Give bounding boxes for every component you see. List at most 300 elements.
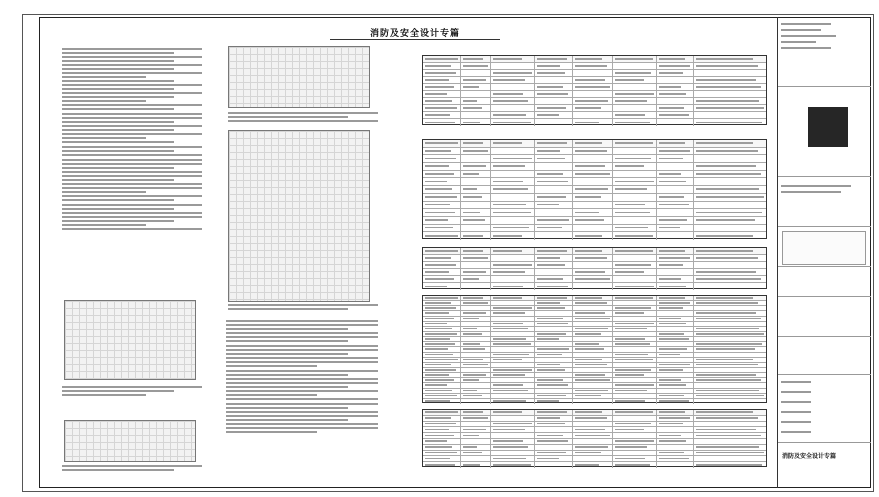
table-cell	[694, 347, 766, 351]
table-cell	[461, 416, 491, 421]
table-cell	[613, 63, 657, 69]
table-cell	[535, 347, 573, 351]
table-cell	[535, 202, 573, 209]
table-cell	[613, 56, 657, 62]
table-cell	[613, 119, 657, 126]
table-cell	[461, 276, 491, 282]
table-cell	[694, 389, 766, 393]
table-cell	[613, 306, 657, 310]
table-cell	[573, 301, 613, 305]
table-cell	[573, 105, 613, 111]
drawing-title: 消防及安全设计专篇	[782, 453, 837, 460]
table-cell	[573, 389, 613, 393]
table-cell	[657, 63, 695, 69]
table-cell	[694, 194, 766, 201]
table-cell	[423, 232, 461, 240]
table-cell	[535, 456, 573, 461]
table-cell	[461, 84, 491, 90]
table-cell	[461, 269, 491, 275]
table-cell	[657, 77, 695, 83]
table-cell	[573, 451, 613, 456]
table-cell	[573, 248, 613, 254]
table-cell	[423, 269, 461, 275]
table-cell	[461, 262, 491, 268]
table-cell	[461, 209, 491, 216]
table-cell	[657, 358, 695, 362]
left-notes-below-plan-2	[62, 463, 202, 473]
table-cell	[694, 140, 766, 147]
table-cell	[657, 433, 695, 438]
table-cell	[491, 209, 536, 216]
table-cell	[423, 70, 461, 76]
table-cell	[491, 306, 536, 310]
notes-block-2	[62, 113, 202, 143]
table-cell	[423, 439, 461, 444]
table-cell	[613, 232, 657, 240]
signature-grid	[778, 375, 871, 443]
table-cell	[461, 368, 491, 372]
table-cell	[694, 56, 766, 62]
table-cell	[535, 337, 573, 341]
table-cell	[461, 202, 491, 209]
table-cell	[657, 456, 695, 461]
client-row	[778, 267, 871, 297]
table-cell	[694, 427, 766, 432]
table-row	[423, 148, 766, 156]
table-cell	[657, 225, 695, 232]
table-cell	[491, 301, 536, 305]
table-cell	[694, 232, 766, 240]
table-cell	[613, 353, 657, 357]
table-cell	[461, 332, 491, 336]
table-cell	[423, 445, 461, 450]
table-cell	[535, 194, 573, 201]
sheet-title: 消防及安全设计专篇	[369, 29, 460, 39]
table-cell	[573, 70, 613, 76]
table-row	[423, 105, 766, 112]
table-cell	[613, 262, 657, 268]
table-cell	[535, 462, 573, 468]
table-row	[423, 63, 766, 70]
table-cell	[461, 63, 491, 69]
table-cell	[657, 70, 695, 76]
table-cell	[423, 163, 461, 170]
table-cell	[694, 445, 766, 450]
table-cell	[535, 451, 573, 456]
table-cell	[423, 363, 461, 367]
table-cell	[694, 363, 766, 367]
table-cell	[423, 225, 461, 232]
table-cell	[423, 148, 461, 155]
table-cell	[573, 186, 613, 193]
table-row	[423, 178, 766, 186]
table-cell	[491, 163, 536, 170]
table-cell	[657, 394, 695, 398]
table-cell	[491, 202, 536, 209]
table-cell	[491, 422, 536, 427]
table-cell	[491, 248, 536, 254]
table-cell	[613, 462, 657, 468]
table-cell	[573, 91, 613, 97]
table-cell	[461, 394, 491, 398]
table-row	[423, 255, 766, 262]
table-cell	[657, 445, 695, 450]
table-cell	[423, 337, 461, 341]
table-cell	[573, 155, 613, 162]
table-cell	[461, 163, 491, 170]
table-cell	[694, 276, 766, 282]
table-cell	[535, 163, 573, 170]
table-cell	[461, 178, 491, 185]
table-cell	[535, 378, 573, 382]
table-header-row	[423, 140, 766, 148]
table-cell	[535, 368, 573, 372]
table-cell	[694, 353, 766, 357]
table-cell	[423, 332, 461, 336]
table-cell	[573, 217, 613, 224]
left-notes-column	[62, 46, 202, 232]
table-cell	[694, 91, 766, 97]
table-cell	[535, 363, 573, 367]
table-cell	[573, 171, 613, 178]
table-cell	[491, 91, 536, 97]
table-cell	[461, 77, 491, 83]
table-cell	[535, 433, 573, 438]
table-cell	[657, 262, 695, 268]
table-cell	[423, 77, 461, 83]
table-cell	[491, 119, 536, 126]
table-cell	[573, 337, 613, 341]
table-cell	[657, 202, 695, 209]
table-cell	[491, 178, 536, 185]
table-row	[423, 155, 766, 163]
table-cell	[491, 389, 536, 393]
table-cell	[573, 322, 613, 326]
table-cell	[535, 63, 573, 69]
table-cell	[491, 269, 536, 275]
table-cell	[613, 112, 657, 118]
table-cell	[657, 422, 695, 427]
table-cell	[423, 368, 461, 372]
table-cell	[657, 410, 695, 415]
table-cell	[535, 98, 573, 104]
table-cell	[535, 422, 573, 427]
table-cell	[613, 394, 657, 398]
table-cell	[657, 353, 695, 357]
table-cell	[461, 363, 491, 367]
table-cell	[613, 317, 657, 321]
table-cell	[694, 171, 766, 178]
table-cell	[461, 232, 491, 240]
table-row	[423, 163, 766, 171]
table-cell	[613, 217, 657, 224]
table-cell	[423, 327, 461, 331]
table-cell	[535, 70, 573, 76]
table-row	[423, 262, 766, 269]
table-cell	[613, 439, 657, 444]
table-cell	[491, 363, 536, 367]
table-cell	[535, 427, 573, 432]
table-cell	[535, 119, 573, 126]
floor-plan-2	[64, 420, 196, 462]
table-row	[423, 232, 766, 240]
table-cell	[573, 63, 613, 69]
table-row	[423, 70, 766, 77]
table-cell	[461, 311, 491, 315]
table-cell	[573, 363, 613, 367]
table-cell	[613, 332, 657, 336]
table-cell	[535, 358, 573, 362]
table-cell	[423, 178, 461, 185]
table-cell	[657, 368, 695, 372]
table-cell	[613, 105, 657, 111]
table-cell	[694, 462, 766, 468]
table-cell	[423, 140, 461, 147]
notes-block-4	[62, 159, 202, 201]
table-cell	[613, 194, 657, 201]
table-row	[423, 462, 766, 468]
table-cell	[423, 217, 461, 224]
table-cell	[694, 439, 766, 444]
schedule-table-2	[422, 133, 767, 239]
table-cell	[535, 296, 573, 300]
table-cell	[694, 368, 766, 372]
table-cell	[573, 422, 613, 427]
table-cell	[461, 194, 491, 201]
table-cell	[613, 225, 657, 232]
table-cell	[613, 456, 657, 461]
table-cell	[535, 373, 573, 377]
table-cell	[613, 322, 657, 326]
table-cell	[694, 373, 766, 377]
table-cell	[423, 353, 461, 357]
table-cell	[535, 77, 573, 83]
table-cell	[694, 383, 766, 387]
table-cell	[461, 255, 491, 261]
table-cell	[657, 342, 695, 346]
table-cell	[491, 276, 536, 282]
schedule-table-5	[422, 403, 767, 467]
table-cell	[657, 306, 695, 310]
table-cell	[573, 202, 613, 209]
table-cell	[573, 232, 613, 240]
table-cell	[535, 306, 573, 310]
table-cell	[423, 194, 461, 201]
table-cell	[423, 84, 461, 90]
table-cell	[573, 342, 613, 346]
table-cell	[461, 439, 491, 444]
table-cell	[491, 445, 536, 450]
table-cell	[657, 148, 695, 155]
table-cell	[461, 105, 491, 111]
table-cell	[573, 148, 613, 155]
table-cell	[461, 140, 491, 147]
table-cell	[491, 353, 536, 357]
table-cell	[613, 445, 657, 450]
table-cell	[613, 373, 657, 377]
table-cell	[491, 262, 536, 268]
table-cell	[461, 410, 491, 415]
table-row	[423, 171, 766, 179]
table-cell	[535, 332, 573, 336]
schedule-table-1	[422, 49, 767, 125]
table-cell	[613, 433, 657, 438]
table-row	[423, 84, 766, 91]
table-cell	[573, 140, 613, 147]
table-cell	[461, 353, 491, 357]
table-cell	[461, 296, 491, 300]
table-cell	[423, 422, 461, 427]
table-cell	[461, 217, 491, 224]
table-cell	[535, 155, 573, 162]
table-cell	[461, 186, 491, 193]
table-cell	[491, 70, 536, 76]
table-cell	[423, 262, 461, 268]
table-row	[423, 186, 766, 194]
table-cell	[613, 70, 657, 76]
table-cell	[613, 209, 657, 216]
table-cell	[613, 311, 657, 315]
table-cell	[491, 112, 536, 118]
table-cell	[423, 119, 461, 126]
table-cell	[657, 112, 695, 118]
table-cell	[461, 389, 491, 393]
table-cell	[535, 248, 573, 254]
table-cell	[491, 140, 536, 147]
table-cell	[694, 217, 766, 224]
table-cell	[573, 394, 613, 398]
table-cell	[423, 342, 461, 346]
table-cell	[461, 91, 491, 97]
table-cell	[423, 91, 461, 97]
table-cell	[613, 248, 657, 254]
table-cell	[613, 422, 657, 427]
table-cell	[535, 225, 573, 232]
table-cell	[491, 317, 536, 321]
table-cell	[657, 363, 695, 367]
project-row	[778, 337, 871, 375]
table-cell	[535, 342, 573, 346]
table-cell	[491, 439, 536, 444]
table-cell	[491, 105, 536, 111]
table-cell	[573, 456, 613, 461]
table-cell	[461, 347, 491, 351]
table-cell	[573, 77, 613, 83]
table-cell	[613, 77, 657, 83]
table-cell	[694, 301, 766, 305]
table-cell	[423, 306, 461, 310]
revision-area	[778, 17, 871, 87]
table-cell	[423, 63, 461, 69]
table-row	[423, 91, 766, 98]
table-cell	[423, 410, 461, 415]
table-cell	[613, 98, 657, 104]
table-cell	[657, 301, 695, 305]
schedule-table-4	[422, 289, 767, 403]
table-row	[423, 77, 766, 84]
table-cell	[535, 311, 573, 315]
table-cell	[694, 332, 766, 336]
table-cell	[491, 217, 536, 224]
table-cell	[694, 186, 766, 193]
table-cell	[535, 394, 573, 398]
table-cell	[573, 462, 613, 468]
middle-notes-1	[228, 110, 378, 124]
table-cell	[573, 276, 613, 282]
table-cell	[613, 255, 657, 261]
table-cell	[694, 306, 766, 310]
table-cell	[423, 301, 461, 305]
table-cell	[423, 311, 461, 315]
table-cell	[535, 410, 573, 415]
table-cell	[694, 148, 766, 155]
middle-notes-2	[228, 302, 378, 312]
table-cell	[535, 445, 573, 450]
title-underline	[330, 39, 500, 40]
table-cell	[573, 311, 613, 315]
table-cell	[461, 433, 491, 438]
table-cell	[535, 105, 573, 111]
table-cell	[694, 248, 766, 254]
table-cell	[491, 186, 536, 193]
table-cell	[491, 296, 536, 300]
table-cell	[423, 155, 461, 162]
table-cell	[491, 232, 536, 240]
table-cell	[491, 427, 536, 432]
table-cell	[535, 276, 573, 282]
schedule-table-3	[422, 241, 767, 289]
table-cell	[613, 383, 657, 387]
table-cell	[657, 105, 695, 111]
table-cell	[573, 262, 613, 268]
table-cell	[461, 456, 491, 461]
middle-notes-column	[226, 318, 378, 435]
floor-plan-1	[64, 300, 196, 380]
table-cell	[613, 342, 657, 346]
table-cell	[613, 358, 657, 362]
table-cell	[694, 262, 766, 268]
table-cell	[491, 368, 536, 372]
table-cell	[535, 301, 573, 305]
table-cell	[535, 353, 573, 357]
table-cell	[491, 416, 536, 421]
table-cell	[461, 327, 491, 331]
table-cell	[491, 225, 536, 232]
table-header-row	[423, 56, 766, 63]
table-cell	[461, 422, 491, 427]
table-cell	[694, 410, 766, 415]
table-cell	[423, 433, 461, 438]
table-cell	[491, 84, 536, 90]
table-cell	[461, 56, 491, 62]
table-cell	[573, 269, 613, 275]
table-cell	[694, 394, 766, 398]
table-cell	[694, 119, 766, 126]
table-cell	[657, 427, 695, 432]
table-cell	[535, 383, 573, 387]
table-cell	[694, 451, 766, 456]
table-cell	[657, 322, 695, 326]
table-cell	[657, 155, 695, 162]
table-cell	[613, 91, 657, 97]
designer-logo-row	[778, 297, 871, 337]
table-row	[423, 98, 766, 105]
table-cell	[613, 171, 657, 178]
title-block	[777, 17, 871, 488]
table-cell	[423, 186, 461, 193]
table-cell	[694, 70, 766, 76]
table-cell	[461, 373, 491, 377]
